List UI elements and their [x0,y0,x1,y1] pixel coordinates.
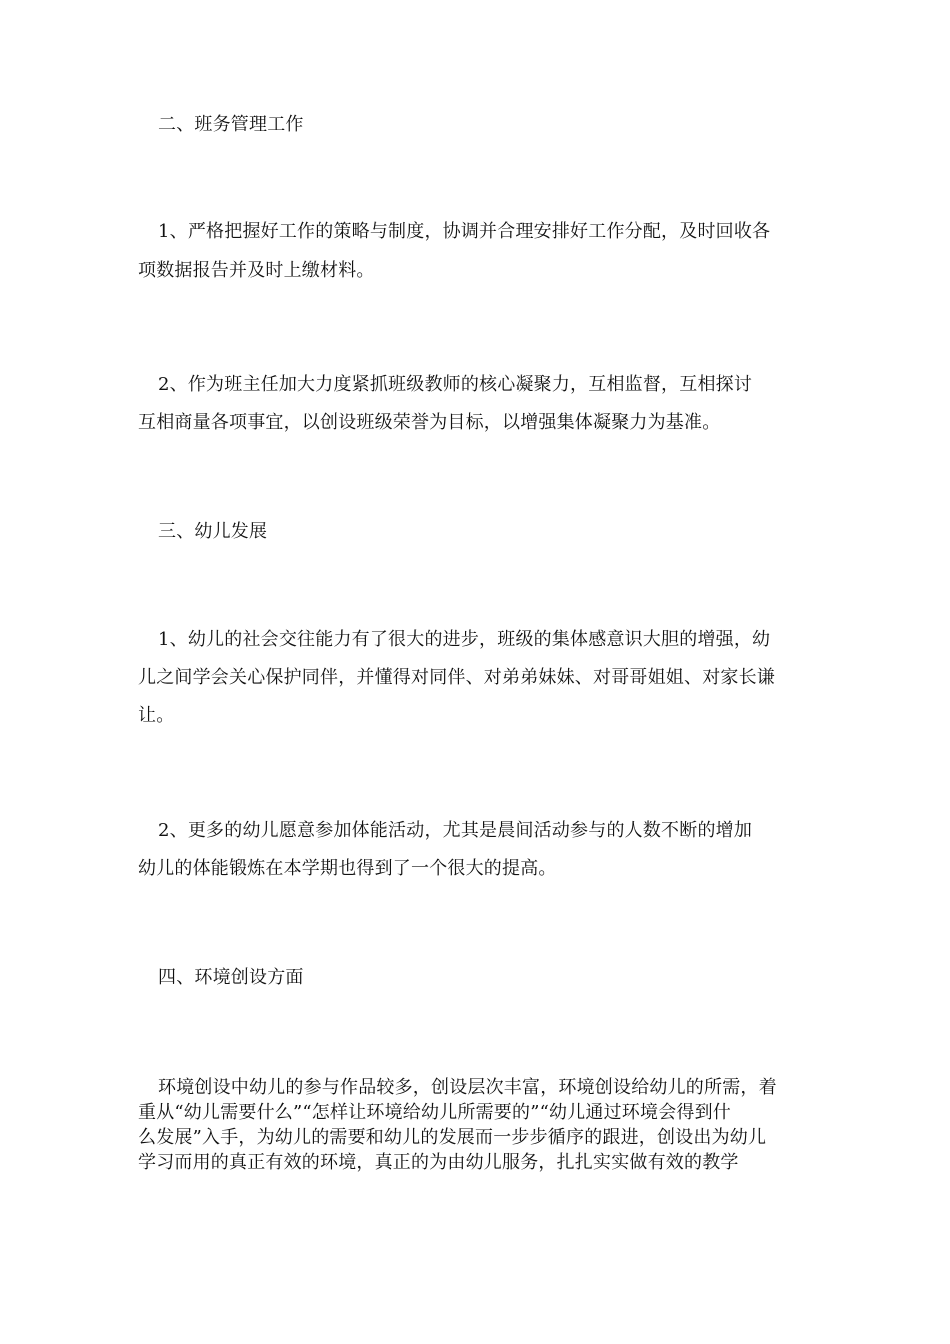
section-heading: 四、环境创设方面 [158,967,304,988]
section-heading: 三、幼儿发展 [158,521,268,542]
paragraph-line: 重从“幼儿需要什么”“怎样让环境给幼儿所需要的”“幼儿通过环境会得到什 [138,1102,732,1123]
paragraph-line: 幼儿的体能锻炼在本学期也得到了一个很大的提高。 [138,858,557,879]
paragraph-line: 么发展”入手，为幼儿的需要和幼儿的发展而一步步循序的跟进，创设出为幼儿 [138,1127,767,1148]
paragraph-line: 环境创设中幼儿的参与作品较多，创设层次丰富，环境创设给幼儿的所需，着 [158,1077,777,1098]
paragraph-line: 1、严格把握好工作的策略与制度，协调并合理安排好工作分配，及时回收各 [158,221,771,242]
paragraph-line: 让。 [138,705,175,726]
paragraph-line: 互相商量各项事宜，以创设班级荣誉为目标，以增强集体凝聚力为基准。 [138,412,721,433]
paragraph-line: 2、更多的幼儿愿意参加体能活动，尤其是晨间活动参与的人数不断的增加 [158,820,753,841]
paragraph-line: 1、幼儿的社会交往能力有了很大的进步，班级的集体感意识大胆的增强，幼 [158,629,771,650]
paragraph-line: 2、作为班主任加大力度紧抓班级教师的核心凝聚力，互相监督，互相探讨 [158,374,753,395]
paragraph-line: 项数据报告并及时上缴材料。 [138,260,375,281]
paragraph-line: 儿之间学会关心保护同伴，并懂得对同伴、对弟弟妹妹、对哥哥姐姐、对家长谦 [138,667,775,688]
section-heading: 二、班务管理工作 [158,114,304,135]
paragraph-line: 学习而用的真正有效的环境，真正的为由幼儿服务，扎扎实实做有效的教学 [138,1152,739,1173]
